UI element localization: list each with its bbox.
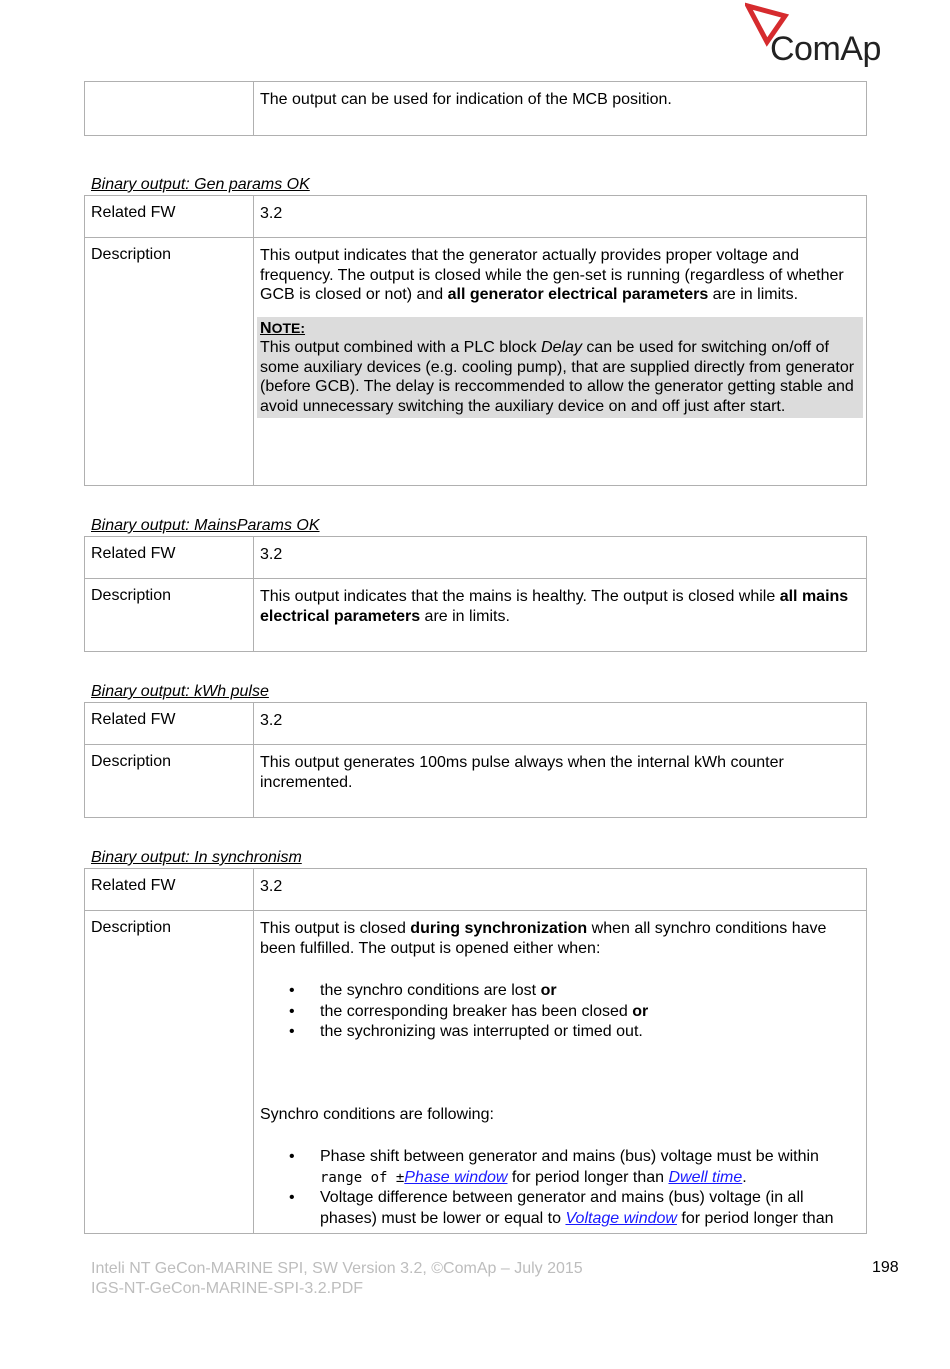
description-label: Description [85, 579, 254, 652]
footer-filename: IGS-NT-GeCon-MARINE-SPI-3.2.PDF [91, 1279, 364, 1297]
synchro-conditions-list [260, 1147, 860, 1229]
mcb-description: The output can be used for indication of the MCB position. [254, 82, 867, 136]
note-text: This output combined with a PLC block Delay can be used for switching on/off of some auxiliary devices (e.g. cooling pump), that are supplied directly from generator (before GCB). The delay is reccommended to allow the generator getting stable and avoid unnecessary switching the auxiliary device on and off just after start. [260, 339, 855, 415]
related-fw-label: Related FW [85, 703, 254, 745]
kwh-pulse-table [84, 702, 867, 818]
open-conditions-list [260, 981, 860, 1043]
mcb-continuation-table [84, 81, 867, 136]
gen-description [254, 238, 867, 486]
description-label: Description [85, 911, 254, 1234]
description-label: Description [85, 238, 254, 486]
related-fw-value: 3.2 [254, 196, 867, 238]
related-fw-value: 3.2 [254, 869, 867, 911]
list-item: • the synchro conditions are lost or [260, 981, 860, 1002]
page-number: 198 [872, 1259, 899, 1276]
related-fw-label: Related FW [85, 869, 254, 911]
list-item: • the sychronizing was interrupted or timed out. [260, 1022, 860, 1043]
gen-paragraph: This output indicates that the generator actually provides proper voltage and frequency. The output is closed while the gen-set is running (regardless of whether GCB is closed or not) and all generator electrical parameters are in limits. [260, 247, 844, 303]
voltage-window-link[interactable]: Voltage window [565, 1209, 677, 1227]
footer-doc-title: Inteli NT GeCon-MARINE SPI, SW Version 3.2, ©ComAp – July 2015 [91, 1260, 583, 1277]
mains-params-table [84, 536, 867, 652]
in-synchronism-table [84, 868, 867, 1234]
sync-description [254, 911, 867, 1234]
list-item: • Voltage difference between generator and mains (bus) voltage (in all phases) must be lower or equal to Voltage window for period longer than [260, 1188, 860, 1229]
kwh-description: This output generates 100ms pulse always when the internal kWh counter incremented. [254, 745, 867, 818]
sync-paragraph: This output is closed during synchronization when all synchro conditions have been fulfilled. The output is opened either when: [260, 920, 827, 957]
note-heading: NOTE: [260, 319, 306, 337]
list-item: • the corresponding breaker has been closed or [260, 1002, 860, 1023]
description-label: Description [85, 745, 254, 818]
related-fw-value: 3.2 [254, 703, 867, 745]
related-fw-label: Related FW [85, 537, 254, 579]
synchro-conditions-intro: Synchro conditions are following: [260, 1105, 494, 1123]
mains-description: This output indicates that the mains is healthy. The output is closed while all mains electrical parameters are in limits. [254, 579, 867, 652]
dwell-time-link[interactable]: Dwell time [668, 1168, 743, 1186]
footer [91, 1259, 583, 1298]
related-fw-label: Related FW [85, 196, 254, 238]
section-title-in-synchronism: Binary output: In synchronism [91, 849, 302, 866]
gen-params-table [84, 195, 867, 486]
section-title-gen-params: Binary output: Gen params OK [91, 176, 310, 193]
phase-window-link[interactable]: Phase window [404, 1168, 508, 1186]
note-box [257, 317, 863, 419]
section-title-kwh-pulse: Binary output: kWh pulse [91, 683, 269, 700]
brand-name: ComAp [770, 30, 881, 68]
section-title-mains-params: Binary output: MainsParams OK [91, 517, 320, 534]
list-item: • Phase shift between generator and mains (bus) voltage must be within range of ±Phase window for period longer than Dwell time. [260, 1147, 860, 1188]
related-fw-value: 3.2 [254, 537, 867, 579]
